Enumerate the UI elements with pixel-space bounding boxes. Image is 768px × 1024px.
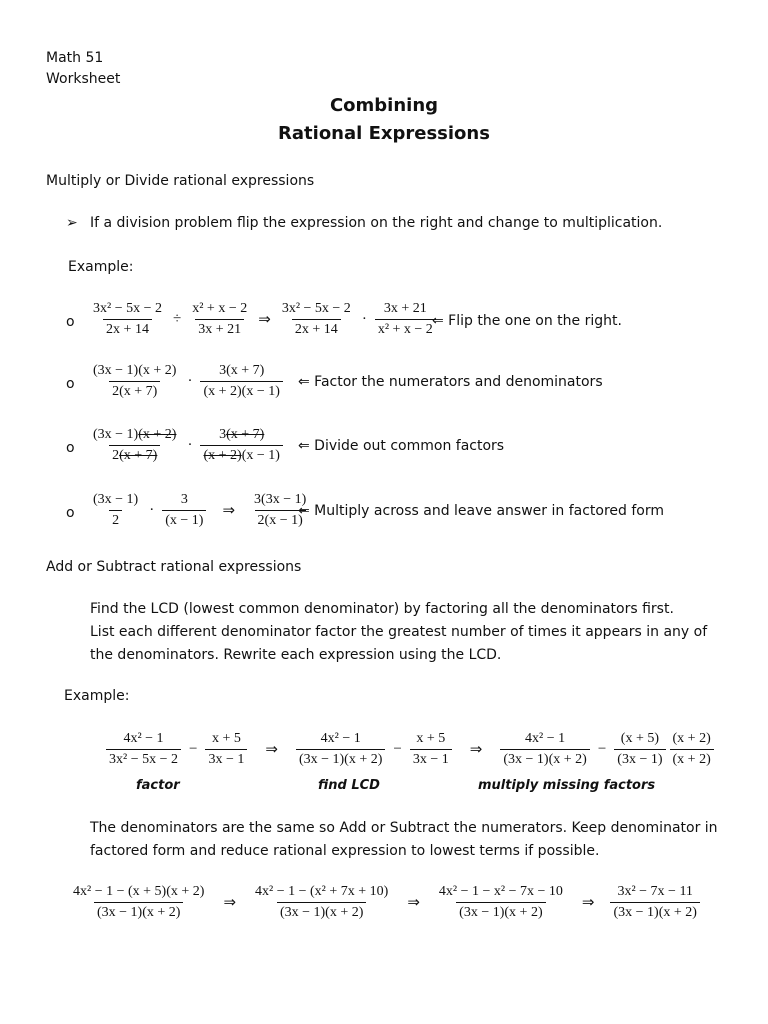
fraction: $\frac{\text{4x² − 1}}{(3x - 1)(x + 2)}$ [500,731,589,768]
fraction: $\frac{\text{4x² − 1 − (x + 5)(x + 2)}}{(3x - 1)(x + 2)}$ [73,884,205,920]
paragraph-line: the denominators. Rewrite each expression using the LCD. [90,647,502,663]
fraction: $\frac{(x + 2)}{(x + 2)}$ [670,731,714,768]
step-bullet: o [66,376,75,392]
fraction: $\frac{\text{4x² − 1 − (x² + 7x + 10)}}{(3x - 1)(x + 2)}$ [255,884,389,920]
fraction: $\frac{\text{4x² − 1 − x² − 7x − 10}}{(3x - 1)(x + 2)}$ [438,884,563,920]
step2-note: ⇐ Factor the numerators and denominators [298,374,603,390]
page-title-line2: Rational Expressions [278,123,490,144]
label-multiply-missing: multiply missing factors [478,778,656,793]
fraction: $\frac{\text{3x² − 5x − 2}}{2x + 14}$ [93,301,162,337]
section-heading-add-subtract: Add or Subtract rational expressions [46,559,302,575]
step1-note: ⇐ Flip the one on the right. [432,313,622,329]
bullet-text: If a division problem flip the expression on the right and change to multiplication. [90,215,663,231]
bullet-arrow-icon: ➢ [66,215,78,231]
final-expression: $\frac{\text{4x² − 1 − (x + 5)(x + 2)}}{(3x - 1)(x + 2)}$ ⇒ $\frac{\text{4x² − 1 − (x² + 7x + 10)}}{(3x - 1)(x + 2)}$ ⇒ $\frac{\text{4x² − 1 − x² − 7x − 10}}{(3x - 1)(x + 2)}$ ⇒ $\frac{\text{3x² − 7x − 11}}{(3x - 1)(x + 2)}$ [68,884,702,921]
fraction: $\frac{3(x + 7)}{(x + 2)(x - 1)}$ [200,427,282,464]
section-heading-multiply-divide: Multiply or Divide rational expressions [46,173,315,189]
fraction: $\frac{x + 5}{3x - 1}$ [410,731,452,768]
paragraph-line: List each different denominator factor the greatest number of times it appears in any of [90,624,708,640]
step2-expression: $\frac{(3x - 1)(x + 2)}{2(x + 7)}$ · $\frac{3(x + 7)}{(x + 2)(x - 1)}$ [88,363,285,400]
step1-expression: $\frac{\text{3x² − 5x − 2}}{2x + 14}$ ÷ $\frac{\text{x² + x − 2}}{3x + 21}$ ⇒ $\frac{\text{3x² − 5x − 2}}{2x + 14}$ · $\frac{3x + 21}{\text{x² + x − 2}}$ [88,301,438,338]
step-bullet: o [66,314,75,330]
course-name: Math 51 [46,50,104,66]
fraction: $\frac{3(3x - 1)}{2(x - 1)}$ [254,492,307,528]
fraction: $\frac{(3x - 1)(x + 2)}{2(x + 7)}$ [93,427,177,463]
example-label: Example: [68,259,134,275]
paragraph-line: The denominators are the same so Add or Subtract the numerators. Keep denominator in [90,820,718,836]
label-factor: factor [136,778,180,793]
fraction: $\frac{3}{(x - 1)}$ [162,492,206,529]
step4-expression: $\frac{(3x - 1)}{2}$ · $\frac{3}{(x - 1)}$ ⇒ $\frac{3(3x - 1)}{2(x - 1)}$ [88,492,311,529]
fraction: $\frac{(x + 5)}{(3x - 1)}$ [614,731,665,768]
cancelled-factor: (x + 2) [138,427,177,442]
add-example-expression: $\frac{\text{4x² − 1}}{\text{3x² − 5x − 2}}$ − $\frac{x + 5}{3x - 1}$ ⇒ $\frac{\text{4x² − 1}}{(3x - 1)(x + 2)}$ − $\frac{x + 5}{3x - 1}$ ⇒ $\frac{\text{4x² − 1}}{(3x - 1)(x + 2)}$ − $\frac{(x + 5)}{(3x - 1)}$ $\frac{(x + 2)}{(x + 2)}$ [104,731,716,768]
cancelled-factor: (x + 7) [226,427,265,442]
paragraph-line: Find the LCD (lowest common denominator) by factoring all the denominators first. [90,601,674,617]
fraction: $\frac{\text{3x² − 7x − 11}}{(3x - 1)(x + 2)}$ [610,884,699,921]
example-label: Example: [64,688,130,704]
fraction: $\frac{\text{4x² − 1}}{(3x - 1)(x + 2)}$ [296,731,385,768]
cancelled-factor: (x + 2) [203,448,242,463]
step-bullet: o [66,440,75,456]
fraction: $\frac{\text{4x² − 1}}{\text{3x² − 5x − 2}}$ [106,731,181,768]
page-title-line1: Combining [329,95,439,116]
doc-type: Worksheet [46,71,121,87]
step3-expression: $\frac{(3x - 1)(x + 2)}{2(x + 7)}$ · $\frac{3(x + 7)}{(x + 2)(x - 1)}$ [88,427,285,464]
step4-note: ⇐ Multiply across and leave answer in factored form [298,503,664,519]
fraction: $\frac{\text{x² + x − 2}}{3x + 21}$ [192,301,248,337]
fraction: $\frac{3(x + 7)}{(x + 2)(x - 1)}$ [200,363,282,400]
cancelled-factor: (x + 7) [119,448,158,463]
fraction: $\frac{(3x - 1)}{2}$ [93,492,139,528]
label-find-lcd: find LCD [318,778,380,793]
fraction: $\frac{(3x - 1)(x + 2)}{2(x + 7)}$ [93,363,177,399]
step3-note: ⇐ Divide out common factors [298,438,505,454]
paragraph-line: factored form and reduce rational expression to lowest terms if possible. [90,843,600,859]
fraction: $\frac{\text{3x² − 5x − 2}}{2x + 14}$ [281,301,351,337]
step-bullet: o [66,505,75,521]
fraction: $\frac{3x + 21}{\text{x² + x − 2}}$ [375,301,436,338]
fraction: $\frac{x + 5}{3x - 1}$ [205,731,247,768]
